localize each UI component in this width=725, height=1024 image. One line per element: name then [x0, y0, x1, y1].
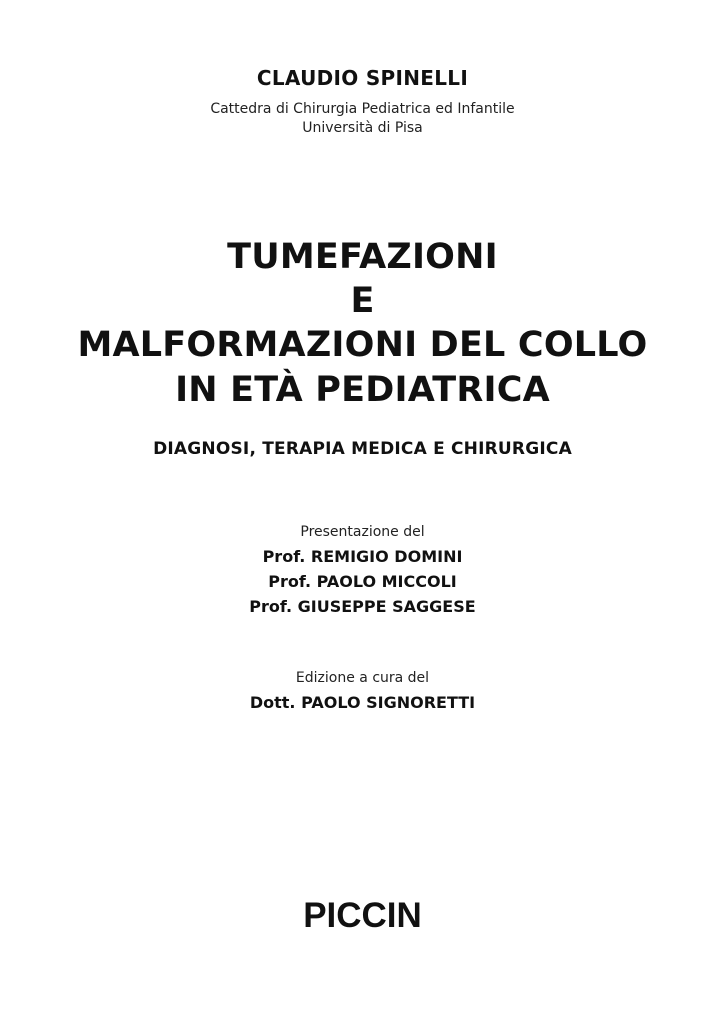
- title-line-4: IN ETÀ PEDIATRICA: [175, 370, 550, 410]
- presenter-name: Prof. REMIGIO DOMINI: [262, 547, 463, 566]
- presentation-label: Presentazione del: [300, 524, 425, 540]
- presenter-name: Prof. GIUSEPPE SAGGESE: [249, 597, 476, 616]
- author-affiliation-line2: Università di Pisa: [302, 120, 423, 136]
- title-line-2: E: [350, 281, 375, 321]
- title-line-3: MALFORMAZIONI DEL COLLO: [77, 325, 648, 365]
- title-line-1: TUMEFAZIONI: [227, 237, 498, 277]
- presenter-name: Prof. PAOLO MICCOLI: [268, 572, 457, 591]
- author-affiliation-line1: Cattedra di Chirurgia Pediatrica ed Infantile: [210, 101, 515, 117]
- edition-label: Edizione a cura del: [295, 670, 430, 686]
- publisher-logo: PICCIN: [303, 896, 422, 935]
- author-name: CLAUDIO SPINELLI: [256, 66, 469, 90]
- editor-name: Dott. PAOLO SIGNORETTI: [249, 693, 476, 712]
- book-subtitle: DIAGNOSI, TERAPIA MEDICA E CHIRURGICA: [153, 439, 572, 459]
